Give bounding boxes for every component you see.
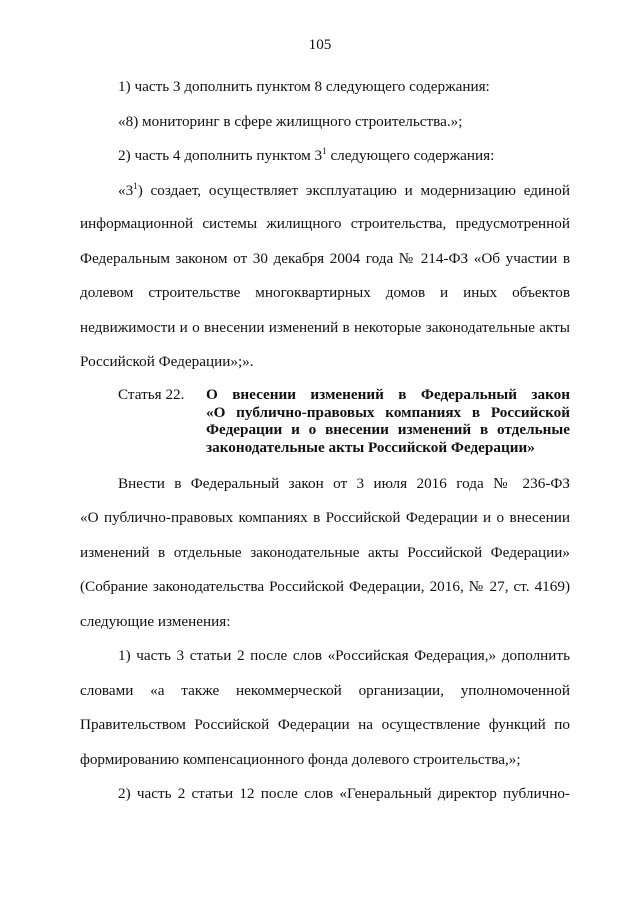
article-title-line: Федерации и о внесении изменений в отдельные [206,421,570,438]
paragraph-line: словами «а также некоммерческой организации, уполномоченной [80,682,570,699]
superscript: 1 [322,146,327,156]
paragraph-line: Российской Федерации»;». [80,353,254,370]
article-title-line: О внесении изменений в Федеральный закон [206,386,570,403]
paragraph-line: Федеральным законом от 30 декабря 2004 года № 214-ФЗ «Об участии в [80,250,570,267]
text-fragment: ) создает, осуществляет эксплуатацию и модернизацию единой [137,182,570,199]
superscript: 1 [133,181,138,191]
article-title-line: законодательные акты Российской Федерации» [206,438,535,456]
amendment-line: 1) часть 3 дополнить пунктом 8 следующего содержания: [118,78,490,95]
paragraph-line: Внести в Федеральный закон от 3 июля 2016 года № 236-ФЗ [118,475,570,492]
paragraph-line: информационной системы жилищного строительства, предусмотренной [80,215,570,232]
amendment-line [118,147,570,165]
paragraph-line: изменений в отдельные законодательные акты Российской Федерации» [80,544,570,561]
article-label: Статья 22. [118,386,185,403]
paragraph-line: 1) часть 3 статьи 2 после слов «Российская Федерация,» дополнить [118,647,570,664]
article-title [206,386,570,456]
paragraph-line: следующие изменения: [80,613,231,630]
page-number: 105 [308,36,332,53]
article-title-line: «О публично-правовых компаниях в Российской [206,403,570,421]
paragraph-line: Правительством Российской Федерации на осуществление функций по [80,716,570,733]
paragraph-line: недвижимости и о внесении изменений в некоторые законодательные акты [80,319,570,336]
text-fragment: следующего содержания: [326,147,495,164]
paragraph-line: (Собрание законодательства Российской Федерации, 2016, № 27, ст. 4169) [80,578,570,595]
paragraph-line: долевом строительстве многоквартирных домов и иных объектов [80,284,570,301]
paragraph-line: 2) часть 2 статьи 12 после слов «Генеральный директор публично- [118,785,570,802]
text-fragment: 2) часть 4 дополнить пунктом 3 [118,147,323,164]
text-fragment: «3 [118,182,134,199]
paragraph-line [118,182,570,200]
amendment-line: «8) мониторинг в сфере жилищного строительства.»; [118,113,463,130]
paragraph-line: формированию компенсационного фонда долевого строительства,»; [80,751,521,768]
paragraph-line: «О публично-правовых компаниях в Российской Федерации и о внесении [80,509,570,526]
